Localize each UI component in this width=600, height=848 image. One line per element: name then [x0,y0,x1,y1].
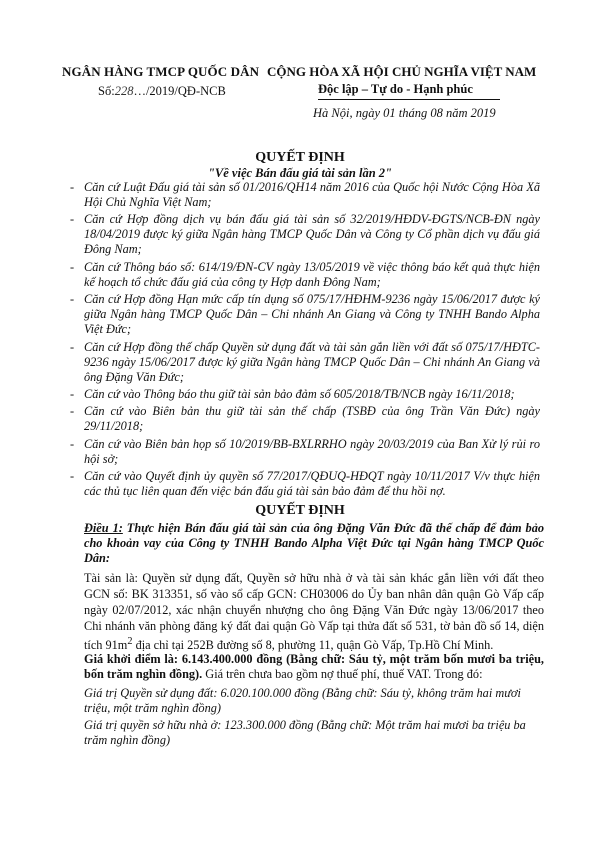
legal-basis-text: Căn cứ vào Biên bản thu giữ tài sản thế chấp (TSBĐ của ông Trần Văn Đức) ngày 29/11/2018; [84,404,540,434]
legal-basis-item [70,180,540,210]
decision-heading: QUYẾT ĐỊNH [255,503,345,518]
asset-text-before: Tài sản là: Quyền sử dụng đất, Quyền sở hữu nhà ở và tài sản khác gắn liền với đất theo GCN số: BK 313351, số vào sổ cấp GCN: CH03006 do Ủy ban nhân dân quận Gò Vấp cấp ngày 02/07/2012, xác nhận chuyển nhượng cho ông Đặng Văn Đức ngày 13/06/2017 theo Chi nhánh văn phòng đăng ký đất đai quận Gò Vấp tại thửa đất số 531, tờ bản đồ số 14, diện tích 91m [84,571,544,653]
doc-number-handwritten: 228 [114,84,134,98]
legal-basis-item [70,469,540,499]
national-motto: Độc lập – Tự do - Hạnh phúc [318,82,473,96]
list-dash: - [70,339,75,354]
document-subtitle: "Về việc Bán đấu giá tài sản lần 2" [207,166,393,180]
document-number [98,84,226,99]
legal-basis-item [70,387,540,402]
issue-date: Hà Nội, ngày 01 tháng 08 năm 2019 [313,106,496,120]
legal-basis-item [70,292,540,337]
legal-basis-text: Căn cứ Hợp đồng dịch vụ bán đấu giá tài sản số 32/2019/HĐDV-ĐGTS/NCB-ĐN ngày 18/04/2019 được ký giữa Ngân hàng TMCP Quốc Dân và Công ty Cổ phần dịch vụ đấu giá Đông Nam; [84,212,540,257]
legal-basis-text: Căn cứ Hợp đồng Hạn mức cấp tín dụng số 075/17/HĐHM-9236 ngày 15/06/2017 được ký giữa Ngân hàng TMCP Quốc Dân – Chi nhánh An Giang và Công ty TNHH Bando Alpha Việt Đức; [84,292,540,337]
article-number: Điều 1: [84,521,123,535]
legal-basis-text: Căn cứ vào Thông báo thu giữ tài sản bảo đảm số 605/2018/TB/NCB ngày 16/11/2018; [84,386,515,401]
legal-basis-text: Căn cứ Luật Đấu giá tài sản số 01/2016/QH14 năm 2016 của Quốc hội Nước Cộng Hòa Xã Hội Chủ Nghĩa Việt Nam; [84,180,540,209]
legal-bases-list [70,180,540,502]
list-dash: - [70,292,75,307]
doc-number-suffix: …/2019/QĐ-NCB [133,84,226,98]
area-superscript: 2 [127,636,133,647]
legal-basis-item [70,437,540,467]
doc-number-prefix: Số: [98,84,115,98]
list-dash: - [70,259,75,274]
house-ownership-value: Giá trị quyền sở hữu nhà ở: 123.300.000 đồng (Bằng chữ: Một trăm hai mươi ba triệu ba trăm nghìn đồng) [84,718,526,747]
list-dash: - [70,404,75,419]
legal-basis-text: Căn cứ Hợp đồng thế chấp Quyền sử dụng đất và tài sản gắn liền với đất số 075/17/HĐTC-9236 ngày 15/06/2017 được ký giữa Ngân hàng TMCP Quốc Dân – Chi nhánh An Giang và ông Đặng Văn Đức; [84,339,540,384]
article-text: Thực hiện Bán đấu giá tài sản của ông Đặng Văn Đức đã thế chấp để đảm bảo cho khoản vay của Công ty TNHH Bando Alpha Việt Đức tại Ngân hàng TMCP Quốc Dân: [84,521,544,565]
legal-basis-text: Căn cứ vào Biên bản họp số 10/2019/BB-BXLRRHO ngày 20/03/2019 của Ban Xử lý rủi ro hội sở; [84,436,540,466]
list-dash: - [70,469,75,484]
asset-description [84,570,544,653]
list-dash: - [70,386,75,401]
starting-price-bold: Giá khởi điểm là: 6.143.400.000 đồng (Bằng chữ: Sáu tỷ, một trăm bốn mươi ba triệu, bốn trăm nghìn đồng). [84,652,544,681]
list-dash: - [70,212,75,227]
starting-price [84,652,544,682]
legal-basis-item [70,212,540,257]
list-dash: - [70,180,75,194]
document-title: QUYẾT ĐỊNH [255,150,345,165]
land-use-value: Giá trị Quyền sử dụng đất: 6.020.100.000 đồng (Bằng chữ: Sáu tỷ, không trăm hai mươi triệu, một trăm nghìn đồng) [84,686,521,715]
bank-name: NGÂN HÀNG TMCP QUỐC DÂN [62,64,260,79]
starting-price-note: Giá trên chưa bao gồm nợ thuế phí, thuế VAT. Trong đó: [202,667,483,681]
article-1 [84,521,544,566]
legal-basis-text: Căn cứ vào Quyết định ủy quyền số 77/2017/QĐUQ-HĐQT ngày 10/11/2017 V/v thực hiện các thủ tục liên quan đến việc bán đấu giá tài sản bảo đảm để thu hồi nợ. [84,469,540,499]
asset-text-after: địa chỉ tại 252B đường số 8, phường 11, quận Gò Vấp, Tp.Hồ Chí Minh. [132,638,494,653]
legal-basis-item [70,260,540,290]
legal-basis-item [70,404,540,434]
motto-underline [318,99,500,100]
legal-basis-text: Căn cứ Thông báo số: 614/19/ĐN-CV ngày 13/05/2019 về việc thông báo kết quả thực hiện kế hoạch tổ chức đấu giá của công ty Hợp danh Đông Nam; [84,259,540,289]
nation-heading: CỘNG HÒA XÃ HỘI CHỦ NGHĨA VIỆT NAM [267,64,537,79]
list-dash: - [70,436,75,451]
legal-basis-item [70,340,540,385]
